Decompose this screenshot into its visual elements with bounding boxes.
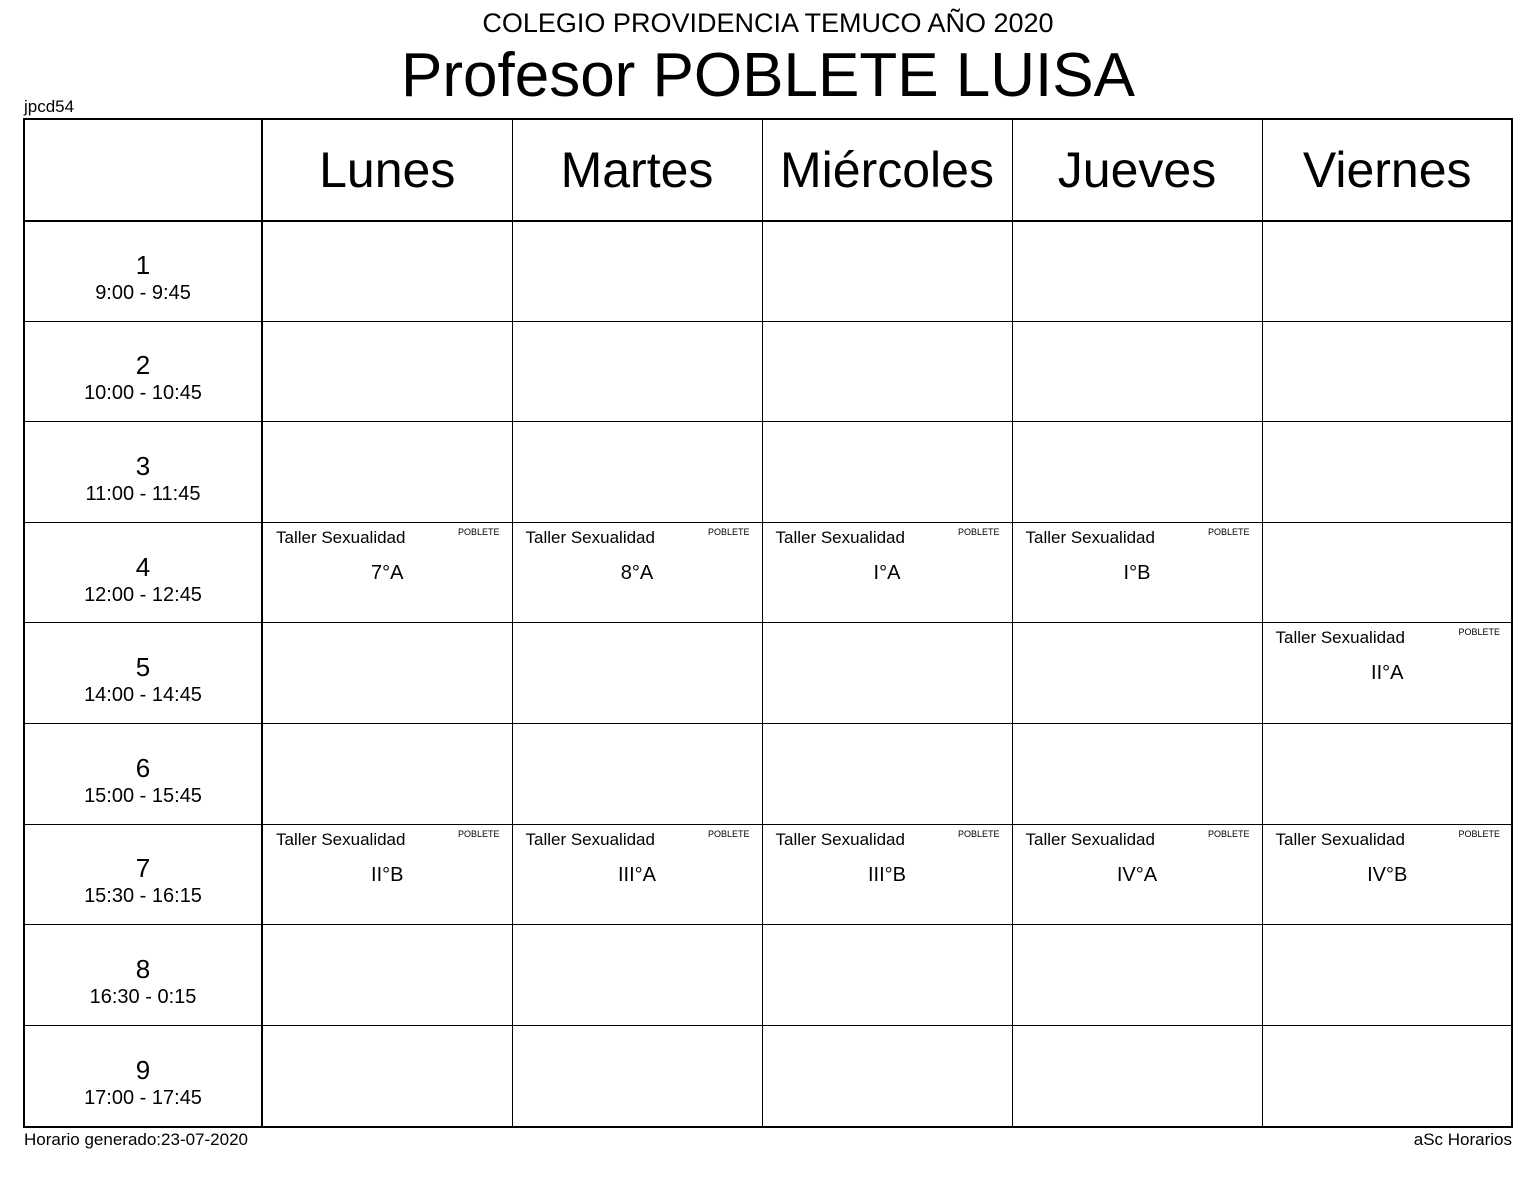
lesson-teacher: POBLETE xyxy=(457,828,500,839)
lesson-cell xyxy=(512,824,762,925)
lesson-group: I°A xyxy=(873,561,901,584)
period-row-2 xyxy=(25,321,1512,422)
period-row-4 xyxy=(25,522,1512,623)
slot-empty xyxy=(1262,321,1512,422)
period-row-7 xyxy=(25,824,1512,925)
lesson-subject: Taller Sexualidad xyxy=(525,829,655,849)
slot-empty xyxy=(1262,724,1512,825)
period-cell xyxy=(25,221,262,322)
lesson-teacher: POBLETE xyxy=(1207,828,1250,839)
lesson-cell xyxy=(762,522,1012,623)
timetable-grid xyxy=(25,120,1512,1126)
period-number: 4 xyxy=(135,551,151,582)
period-cell xyxy=(25,824,262,925)
lesson-subject: Taller Sexualidad xyxy=(525,527,655,547)
day-header-jueves: Jueves xyxy=(1012,120,1262,221)
lesson-cell xyxy=(1262,824,1512,925)
slot-empty xyxy=(262,1025,512,1126)
lesson-teacher: POBLETE xyxy=(457,526,500,537)
period-cell xyxy=(25,321,262,422)
slot-empty xyxy=(512,1025,762,1126)
period-time: 14:00 - 14:45 xyxy=(84,684,202,707)
lesson-teacher: POBLETE xyxy=(1207,526,1250,537)
slot-empty xyxy=(762,1025,1012,1126)
lesson-subject: Taller Sexualidad xyxy=(1275,628,1405,648)
lesson-subject: Taller Sexualidad xyxy=(775,829,905,849)
period-time: 11:00 - 11:45 xyxy=(85,483,201,506)
period-row-8 xyxy=(25,925,1512,1026)
period-cell xyxy=(25,422,262,523)
lesson-cell xyxy=(1262,623,1512,724)
slot-empty xyxy=(512,321,762,422)
slot-empty xyxy=(1012,321,1262,422)
period-number: 3 xyxy=(135,451,151,482)
slot-empty xyxy=(1012,925,1262,1026)
lesson-subject: Taller Sexualidad xyxy=(1025,527,1155,547)
period-time: 16:30 - 0:15 xyxy=(89,986,197,1009)
period-cell xyxy=(25,623,262,724)
day-header-row xyxy=(25,120,1512,221)
slot-empty xyxy=(762,422,1012,523)
period-time: 15:00 - 15:45 xyxy=(84,784,202,807)
day-header-miercoles: Miércoles xyxy=(762,120,1012,221)
slot-empty xyxy=(1262,925,1512,1026)
period-cell xyxy=(25,724,262,825)
slot-empty xyxy=(762,221,1012,322)
period-time: 12:00 - 12:45 xyxy=(84,583,202,606)
slot-empty xyxy=(1262,1025,1512,1126)
slot-empty xyxy=(1012,422,1262,523)
slot-empty xyxy=(262,321,512,422)
period-number: 1 xyxy=(135,250,151,281)
period-row-5 xyxy=(25,623,1512,724)
period-cell xyxy=(25,522,262,623)
period-row-9 xyxy=(25,1025,1512,1126)
lesson-subject: Taller Sexualidad xyxy=(775,527,905,547)
period-cell xyxy=(25,925,262,1026)
lesson-teacher: POBLETE xyxy=(957,828,1000,839)
period-number: 7 xyxy=(135,853,151,884)
period-time: 17:00 - 17:45 xyxy=(84,1086,202,1109)
period-time: 10:00 - 10:45 xyxy=(84,382,202,405)
period-number: 8 xyxy=(135,954,151,985)
lesson-teacher: POBLETE xyxy=(1458,828,1500,839)
slot-empty xyxy=(1012,1025,1262,1126)
lesson-subject: Taller Sexualidad xyxy=(276,829,406,849)
slot-empty xyxy=(512,422,762,523)
generated-date: Horario generado:23-07-2020 xyxy=(24,1130,248,1149)
period-cell xyxy=(25,1025,262,1126)
slot-empty xyxy=(1262,522,1512,623)
timetable xyxy=(23,118,1513,1128)
lesson-cell xyxy=(262,522,512,623)
lesson-group: II°B xyxy=(371,863,404,886)
period-row-6 xyxy=(25,724,1512,825)
slot-empty xyxy=(1262,221,1512,322)
day-header-lunes: Lunes xyxy=(262,120,512,221)
lesson-subject: Taller Sexualidad xyxy=(1025,829,1155,849)
lesson-subject: Taller Sexualidad xyxy=(1275,829,1405,849)
period-number: 9 xyxy=(135,1054,151,1085)
corner-cell xyxy=(25,120,262,221)
lesson-group: 8°A xyxy=(620,561,654,584)
school-name: COLEGIO PROVIDENCIA TEMUCO AÑO 2020 xyxy=(482,8,1054,38)
slot-empty xyxy=(512,925,762,1026)
period-row-3 xyxy=(25,422,1512,523)
slot-empty xyxy=(512,221,762,322)
lesson-group: IV°A xyxy=(1116,863,1158,886)
slot-empty xyxy=(512,724,762,825)
slot-empty xyxy=(762,724,1012,825)
lesson-cell xyxy=(762,824,1012,925)
period-number: 5 xyxy=(135,652,151,683)
slot-empty xyxy=(512,623,762,724)
period-time: 15:30 - 16:15 xyxy=(84,885,202,908)
lesson-group: 7°A xyxy=(371,561,404,584)
lesson-group: IV°B xyxy=(1367,863,1408,886)
slot-empty xyxy=(262,221,512,322)
slot-empty xyxy=(1012,724,1262,825)
day-header-viernes: Viernes xyxy=(1262,120,1512,221)
lesson-group: III°B xyxy=(867,863,906,886)
slot-empty xyxy=(1012,623,1262,724)
lesson-teacher: POBLETE xyxy=(707,526,750,537)
slot-empty xyxy=(762,925,1012,1026)
page-title: Profesor POBLETE LUISA xyxy=(401,41,1135,110)
slot-empty xyxy=(762,321,1012,422)
lesson-teacher: POBLETE xyxy=(957,526,1000,537)
lesson-subject: Taller Sexualidad xyxy=(276,527,406,547)
lesson-teacher: POBLETE xyxy=(1458,627,1500,638)
lesson-cell xyxy=(512,522,762,623)
period-number: 6 xyxy=(135,752,151,783)
lesson-group: I°B xyxy=(1123,561,1151,584)
slot-empty xyxy=(1262,422,1512,523)
slot-empty xyxy=(262,724,512,825)
slot-empty xyxy=(262,925,512,1026)
slot-empty xyxy=(1012,221,1262,322)
lesson-cell xyxy=(1012,824,1262,925)
slot-empty xyxy=(762,623,1012,724)
lesson-cell xyxy=(1012,522,1262,623)
period-row-1 xyxy=(25,221,1512,322)
software-credit: aSc Horarios xyxy=(1413,1130,1512,1149)
period-time: 9:00 - 9:45 xyxy=(95,282,191,305)
lesson-cell xyxy=(262,824,512,925)
schedule-code: jpcd54 xyxy=(24,97,75,116)
lesson-teacher: POBLETE xyxy=(707,828,750,839)
slot-empty xyxy=(262,623,512,724)
lesson-group: II°A xyxy=(1371,662,1404,685)
slot-empty xyxy=(262,422,512,523)
lesson-group: III°A xyxy=(617,863,656,886)
day-header-martes: Martes xyxy=(512,120,762,221)
period-number: 2 xyxy=(135,350,151,381)
